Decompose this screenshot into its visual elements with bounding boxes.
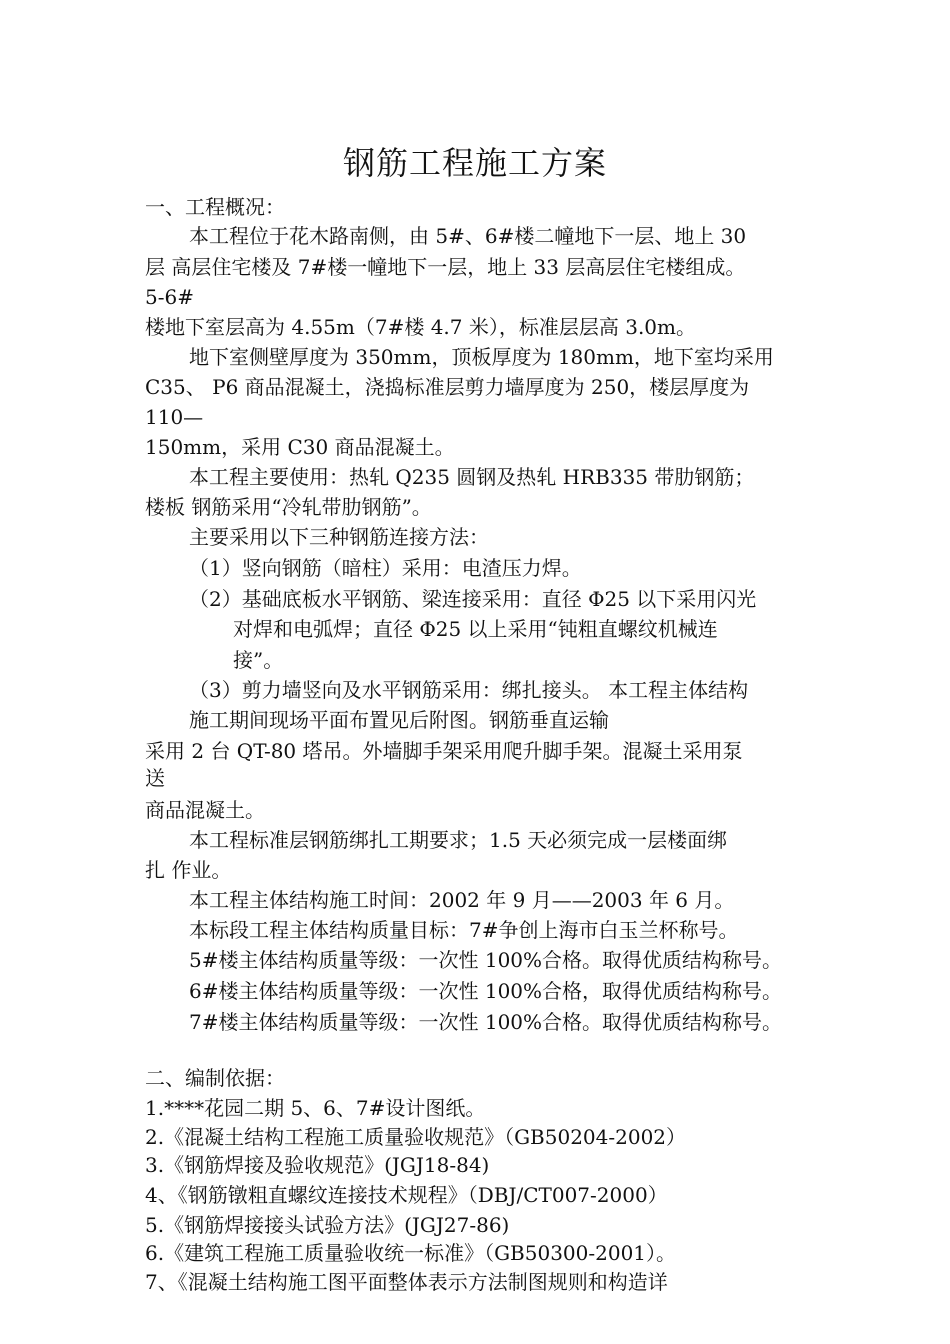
paragraph-line: 施工期间现场平面布置见后附图。钢筋垂直运输 (189, 708, 609, 732)
paragraph-line: 110— (145, 405, 204, 429)
paragraph-line: 楼板 钢筋采用“冷轧带肋钢筋”。 (145, 495, 432, 519)
paragraph-line: 扎 作业。 (145, 858, 232, 882)
list-item-1: （1）竖向钢筋（暗柱）采用：电渣压力焊。 (189, 556, 582, 580)
paragraph-line: 7#楼主体结构质量等级：一次性 100%合格。取得优质结构称号。 (189, 1010, 783, 1034)
reference-item: 4、《钢筋镦粗直螺纹连接技术规程》（DBJ/CT007-2000） (145, 1183, 668, 1207)
paragraph-line: 本标段工程主体结构质量目标：7#争创上海市白玉兰杯称号。 (189, 918, 739, 942)
paragraph-line: 本工程位于花木路南侧，由 5#、6#楼二幢地下一层、地上 30 (189, 224, 747, 248)
section-2-heading: 二、编制依据： (145, 1066, 285, 1090)
reference-item: 7、《混凝土结构施工图平面整体表示方法制图规则和构造详 (145, 1270, 668, 1294)
paragraph-line: 本工程主要使用：热轧 Q235 圆钢及热轧 HRB335 带肋钢筋； (189, 465, 755, 489)
paragraph-line: 150mm，采用 C30 商品混凝土。 (145, 435, 455, 459)
reference-item: 1.****花园二期 5、6、7#设计图纸。 (145, 1096, 486, 1120)
reference-item: 6.《建筑工程施工质量验收统一标准》（GB50300-2001）。 (145, 1241, 677, 1265)
paragraph-line: 层 高层住宅楼及 7#楼一幢地下一层，地上 33 层高层住宅楼组成。 (145, 255, 746, 279)
list-item-3: （3）剪力墙竖向及水平钢筋采用：绑扎接头。 本工程主体结构 (189, 678, 749, 702)
paragraph-line: 采用 2 台 QT-80 塔吊。外墙脚手架采用爬升脚手架。混凝土采用泵 (145, 739, 743, 763)
paragraph-line: 5-6# (145, 285, 194, 309)
paragraph-line: 楼地下室层高为 4.55m（7#楼 4.7 米），标准层层高 3.0m。 (145, 315, 696, 339)
paragraph-line: 地下室侧壁厚度为 350mm，顶板厚度为 180mm，地下室均采用 (189, 345, 774, 369)
section-1-heading: 一、工程概况： (145, 195, 285, 219)
list-item-2-cont: 接”。 (233, 648, 284, 672)
reference-item: 2.《混凝土结构工程施工质量验收规范》（GB50204-2002） (145, 1125, 687, 1149)
reference-item: 5.《钢筋焊接接头试验方法》(JGJ27-86) (145, 1213, 510, 1237)
paragraph-line: 本工程标准层钢筋绑扎工期要求；1.5 天必须完成一层楼面绑 (189, 828, 728, 852)
list-item-2-cont: 对焊和电弧焊；直径 Φ25 以上采用“钝粗直螺纹机械连 (233, 617, 718, 641)
paragraph-line: 5#楼主体结构质量等级：一次性 100%合格。取得优质结构称号。 (189, 948, 783, 972)
paragraph-line: C35、 P6 商品混凝土，浇捣标准层剪力墙厚度为 250，楼层厚度为 (145, 375, 750, 399)
document-title: 钢筋工程施工方案 (342, 144, 607, 182)
paragraph-line: 6#楼主体结构质量等级：一次性 100%合格，取得优质结构称号。 (189, 979, 783, 1003)
paragraph-line: 商品混凝土。 (145, 798, 265, 822)
paragraph-line: 本工程主体结构施工时间：2002 年 9 月——2003 年 6 月。 (189, 888, 735, 912)
list-item-2: （2）基础底板水平钢筋、梁连接采用：直径 Φ25 以下采用闪光 (189, 587, 757, 611)
paragraph-line: 主要采用以下三种钢筋连接方法： (189, 525, 489, 549)
paragraph-line: 送 (145, 766, 165, 790)
reference-item: 3.《钢筋焊接及验收规范》(JGJ18-84) (145, 1153, 490, 1177)
